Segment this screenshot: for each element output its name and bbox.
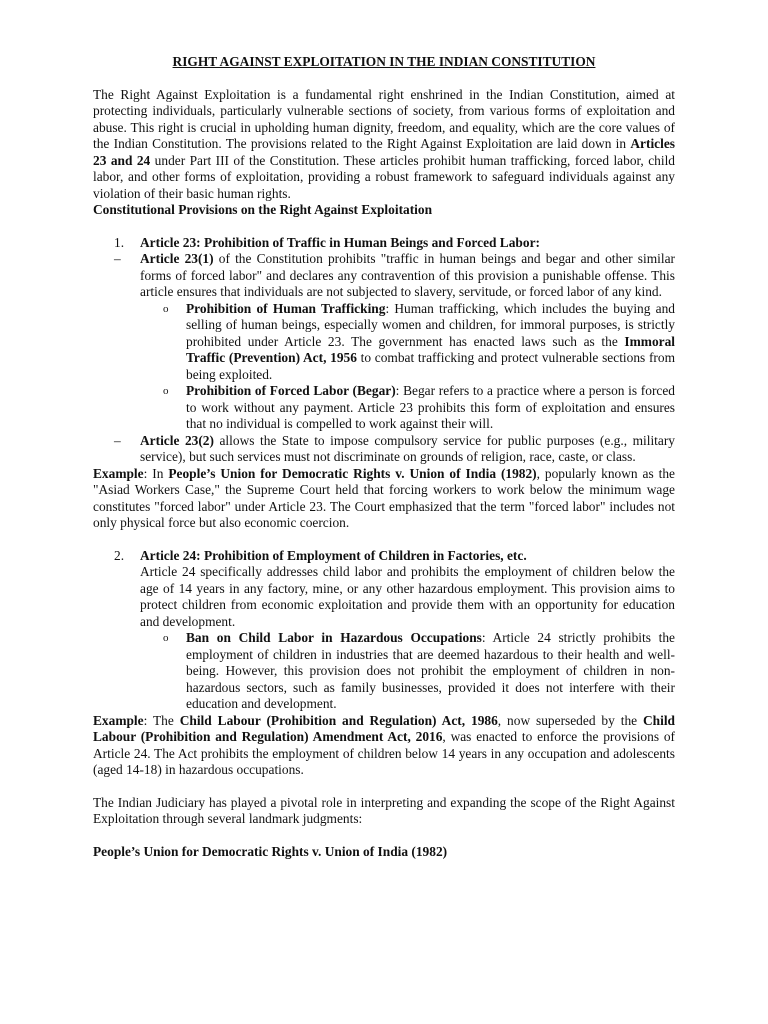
- article-23-2-label: Article 23(2): [140, 432, 214, 448]
- spacer: [93, 779, 675, 795]
- article-23-1-label: Article 23(1): [140, 251, 214, 266]
- example-text-2: , now superseded by the: [497, 712, 643, 728]
- article-24-body: Article 24 specifically addresses child labor and prohibits the employment of children below the age of 14 years in any factory, mine, or any other hazardous employment. This provision aims to protect children from economic exploitation and provide them with an opportunity for education and development.: [140, 564, 675, 629]
- section-heading: Constitutional Provisions on the Right Against Exploitation: [93, 202, 433, 217]
- example-text-3: , was enacted to enforce the provisions of Article 24. The Act prohibits the employment of children below 14 years in any occupation and adolescents (aged 14-18) in hazardous occupations.: [93, 729, 675, 777]
- child-labor-ban-item: [93, 630, 675, 713]
- example-text-1: : The: [143, 712, 180, 728]
- intro-text-2: under Part III of the Constitution. These articles prohibit human trafficking, forced labor, child labor, and other forms of exploitation, providing a robust framework to safeguard individuals against any violation of their basic human rights.: [93, 152, 675, 201]
- human-trafficking-label: Prohibition of Human Trafficking: [186, 300, 386, 316]
- example-text-1: : In: [143, 465, 169, 481]
- human-trafficking-text-2: to combat trafficking and protect vulnerable sections from being exploited.: [186, 350, 675, 382]
- article-23-1-item: [93, 251, 675, 301]
- circle-bullet: o: [163, 632, 169, 644]
- document-page: [93, 54, 675, 860]
- case-name-pudr: People’s Union for Democratic Rights v. Union of India (1982): [168, 465, 537, 481]
- article-24-heading: Article 24: Prohibition of Employment of Children in Factories, etc.: [140, 547, 527, 563]
- example-text-2: , popularly known as the "Asiad Workers Case," the Supreme Court held that forcing workers to work below the minimum wage constitutes "forced labor" under Article 23. The Court emphasized that the term "forced labor" includes not only physical force but also economic coercion.: [93, 465, 675, 530]
- circle-bullet: o: [163, 302, 169, 315]
- forced-labor-text: : Begar refers to a practice where a person is forced to work without any payment. Article 23 prohibits this form of exploitation and ensures that no individual is compelled to work against their will.: [186, 383, 675, 431]
- article-23-example: [93, 466, 675, 532]
- immoral-traffic-act: Immoral Traffic (Prevention) Act, 1956: [186, 333, 675, 365]
- intro-paragraph: [93, 87, 675, 203]
- example-label: Example: [93, 465, 144, 481]
- article-23-2-text: allows the State to impose compulsory service for public purposes (e.g., military service), but such services must not discriminate on grounds of religion, race, caste, or class.: [140, 432, 675, 464]
- article-23-2-item: [93, 433, 675, 466]
- intro-bold-articles: Articles 23 and 24: [93, 136, 675, 168]
- dash-bullet: –: [114, 251, 121, 266]
- intro-text-1: The Right Against Exploitation is a fundamental right enshrined in the Indian Constitution, aimed at protecting individuals, particularly vulnerable sections of society, from various forms of exploitation and abuse. This right is crucial in upholding human dignity, freedom, and equality, which are the core values of the Indian Constitution. The provisions related to the Right Against Exploitation are laid down in: [93, 86, 675, 151]
- circle-bullet: o: [163, 385, 169, 397]
- article-23-heading: Article 23: Prohibition of Traffic in Human Beings and Forced Labor:: [140, 234, 540, 250]
- list-number: 2.: [114, 547, 125, 563]
- article-24-example: [93, 713, 675, 779]
- list-number: 1.: [114, 234, 125, 250]
- article-23-heading-item: [93, 235, 675, 252]
- child-labor-ban-label: Ban on Child Labor in Hazardous Occupations: [186, 630, 482, 645]
- child-labor-ban-text: : Article 24 strictly prohibits the employment of children in industries that are deemed hazardous to their health and well-being. However, this provision does not prohibit the employment of children in non-hazardous sectors, such as family businesses, provided it does not interfere with their education and development.: [186, 630, 675, 711]
- forced-labor-label: Prohibition of Forced Labor (Begar): [186, 383, 396, 398]
- document-title: RIGHT AGAINST EXPLOITATION IN THE INDIAN CONSTITUTION: [172, 54, 596, 69]
- human-trafficking-text-1: : Human trafficking, which includes the buying and selling of human beings, especially women and children, for immoral purposes, is strictly prohibited under Article 23. The government has enacted laws such as the: [186, 300, 675, 349]
- article-24-heading-item: [93, 548, 675, 565]
- child-labour-act-1986: Child Labour (Prohibition and Regulation) Act, 1986: [179, 712, 498, 728]
- example-label: Example: [93, 712, 144, 728]
- article-23-1-text: of the Constitution prohibits "traffic in human beings and begar and other similar forms of forced labor" and declares any contravention of this provision a punishable offense. This article ensures that individuals are not subjected to slavery, servitude, or forced labor of any kind.: [140, 251, 675, 299]
- case-heading: People’s Union for Democratic Rights v. Union of India (1982): [93, 843, 448, 859]
- dash-bullet: –: [114, 432, 121, 448]
- human-trafficking-item: [93, 301, 675, 384]
- spacer: [93, 828, 675, 844]
- forced-labor-item: [93, 383, 675, 433]
- child-labour-amendment-2016: Child Labour (Prohibition and Regulation) Amendment Act, 2016: [93, 712, 676, 744]
- judiciary-paragraph: The Indian Judiciary has played a pivotal role in interpreting and expanding the scope of the Right Against Exploitation through several landmark judgments:: [93, 794, 675, 826]
